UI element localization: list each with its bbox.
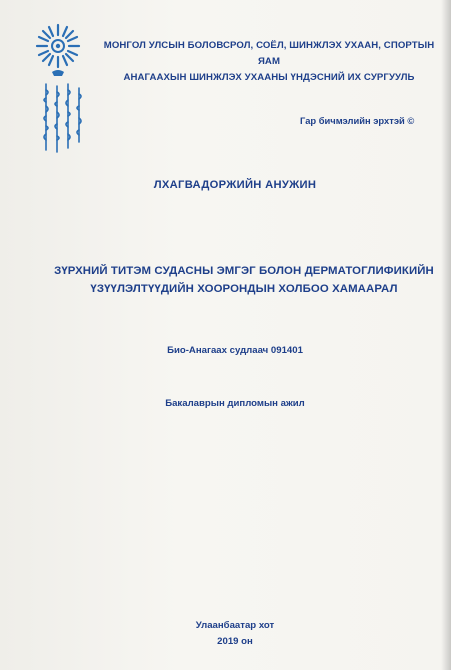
year: 2019 он (217, 636, 253, 647)
city: Улаанбаатар хот (195, 620, 275, 631)
author-name: ЛХАГВАДОРЖИЙН АНУЖИН (153, 179, 317, 191)
thesis-title (40, 262, 448, 298)
copyright-notice: Гар бичмэлийн эрхтэй © (300, 115, 415, 126)
thesis-title-line-1: ЗҮРХНИЙ ТИТЭМ СУДАСНЫ ЭМГЭГ БОЛОН ДЕРМАТОГЛИФИКИЙН (54, 265, 434, 277)
university-logo (28, 18, 88, 148)
thesis-title-line-2: ҮЗҮҮЛЭЛТҮҮДИЙН ХООРОНДЫН ХОЛБОО ХАМААРАЛ (90, 283, 398, 295)
page-edge-shadow (441, 0, 451, 670)
mongolian-script-emblem (36, 82, 88, 154)
university-line: АНАГААХЫН ШИНЖЛЭХ УХААНЫ ҮНДЭСНИЙ ИХ СУРГУУЛЬ (123, 72, 415, 83)
ministry-line: МОНГОЛ УЛСЫН БОЛОВСРОЛ, СОЁЛ, ШИНЖЛЭХ УХААН, СПОРТЫН ЯАМ (103, 40, 435, 67)
specialty-code: Био-Анагаах судлаач 091401 (167, 345, 303, 356)
thesis-type: Бакалаврын дипломын ажил (165, 398, 305, 409)
university-emblem-icon (32, 22, 84, 78)
institution-name (94, 38, 444, 86)
